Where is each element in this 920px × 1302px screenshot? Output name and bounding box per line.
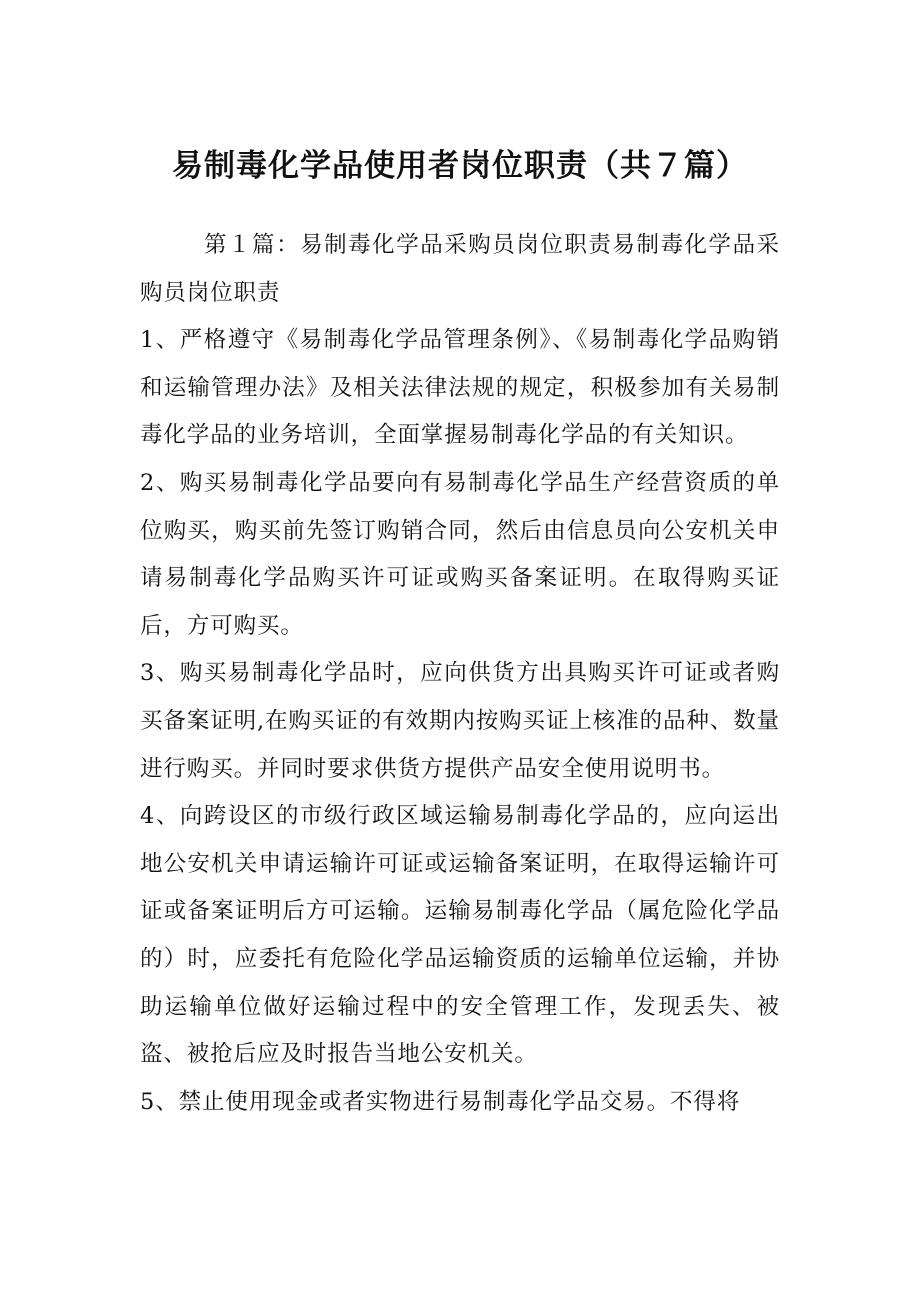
paragraph-item-4: 4、向跨设区的市级行政区域运输易制毒化学品的，应向运出地公安机关申请运输许可证或运输备案证明，在取得运输许可证或备案证明后方可运输。运输易制毒化学品（属危险化学品的）时，应委托有危险化学品运输资质的运输单位运输，并协助运输单位做好运输过程中的安全管理工作，发现丢失、被盗、被抢后应及时报告当地公安机关。 (140, 803, 780, 1068)
document-body (140, 222, 780, 1126)
document-title: 易制毒化学品使用者岗位职责（共７篇） (172, 148, 748, 184)
paragraph-intro: 第１篇：易制毒化学品采购员岗位职责易制毒化学品采购员岗位职责 (140, 232, 780, 306)
paragraph-item-2: 2、购买易制毒化学品要向有易制毒化学品生产经营资质的单位购买，购买前先签订购销合同，然后由信息员向公安机关申请易制毒化学品购买许可证或购买备案证明。在取得购买证后，方可购买。 (140, 469, 780, 639)
paragraph-item-3: 3、购买易制毒化学品时，应向供货方出具购买许可证或者购买备案证明,在购买证的有效期内按购买证上核准的品种、数量进行购买。并同时要求供货方提供产品安全使用说明书。 (140, 660, 780, 782)
paragraph-item-5: 5、禁止使用现金或者实物进行易制毒化学品交易。不得将 (140, 1088, 741, 1115)
paragraph-item-1: 1、严格遵守《易制毒化学品管理条例》、《易制毒化学品购销和运输管理办法》及相关法律法规的规定，积极参加有关易制毒化学品的业务培训，全面掌握易制毒化学品的有关知识。 (140, 327, 780, 449)
